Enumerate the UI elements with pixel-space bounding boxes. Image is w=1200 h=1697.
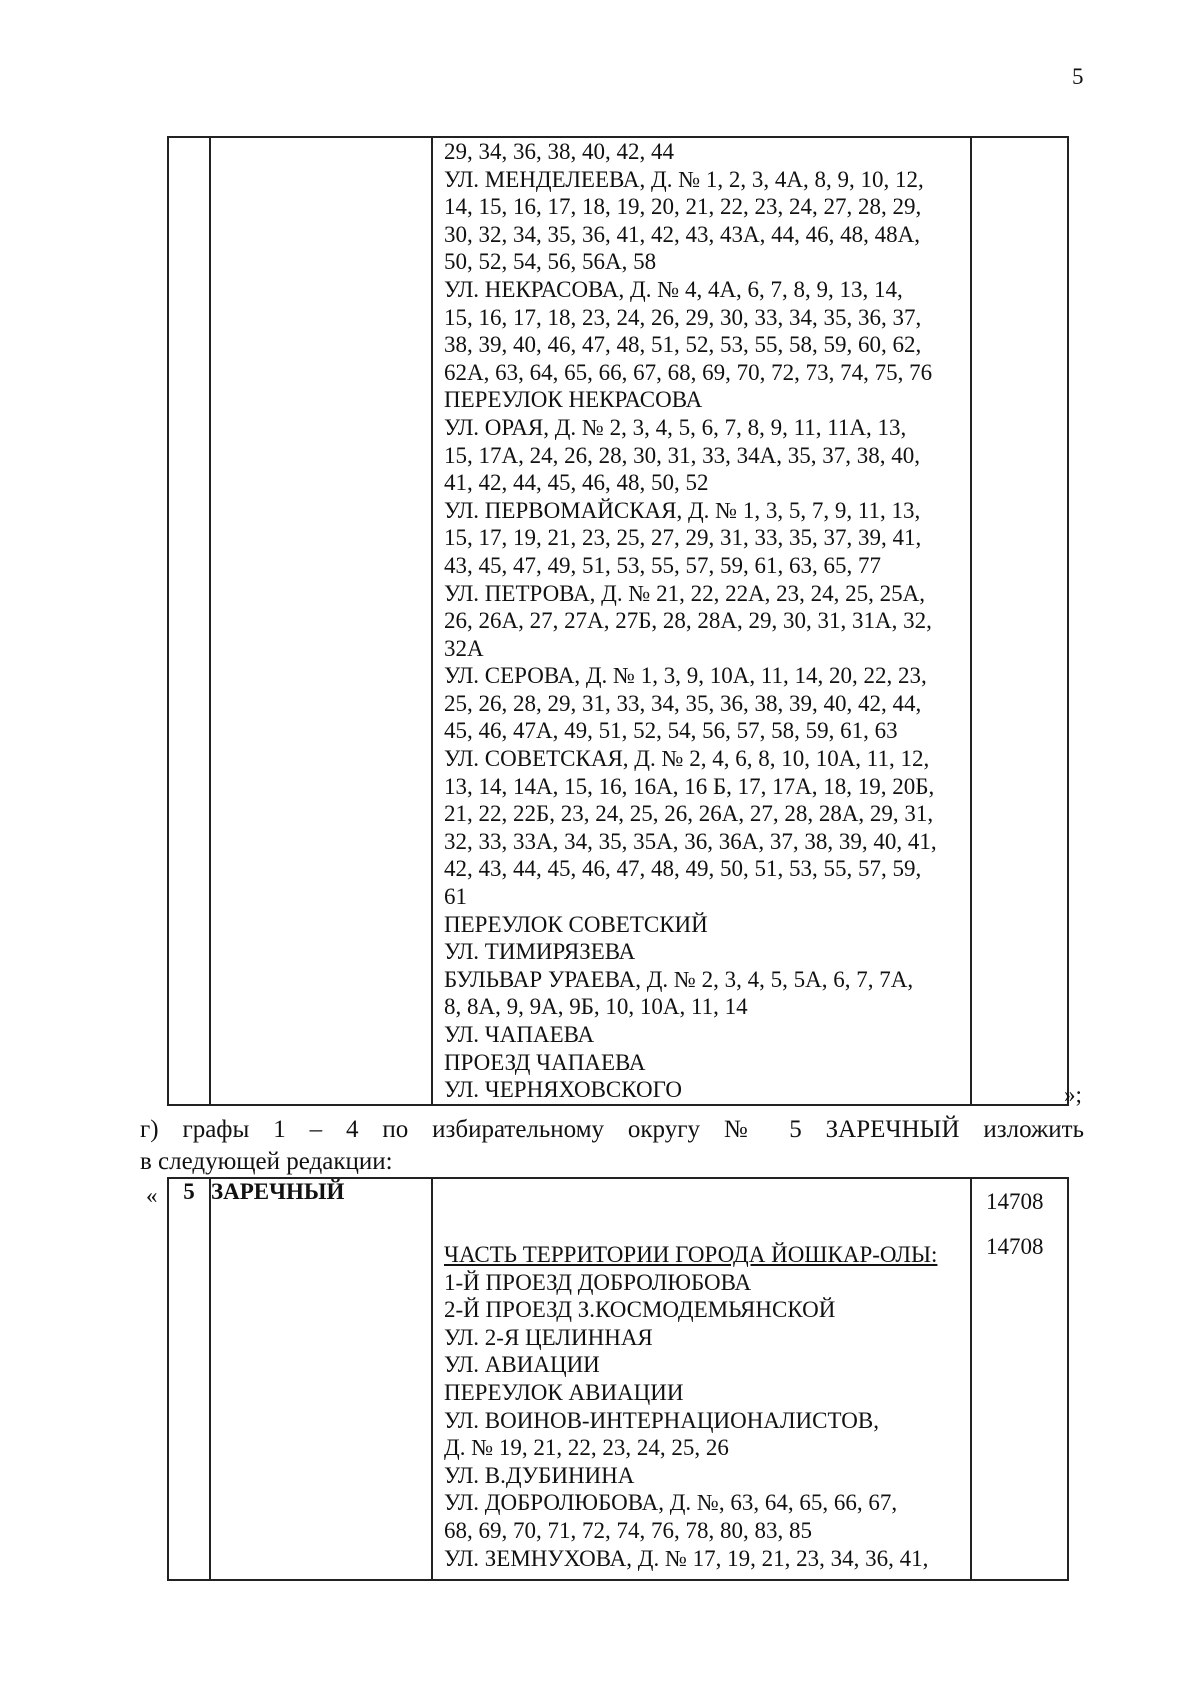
address-line: 61 <box>444 884 467 910</box>
address-line: 8, 8А, 9, 9А, 9Б, 10, 10А, 11, 14 <box>444 994 748 1020</box>
district-name-cell <box>210 137 432 1105</box>
address-line: 29, 34, 36, 38, 40, 42, 44 <box>444 139 674 164</box>
address-line: УЛ. СЕРОВА, Д. № 1, 3, 9, 10А, 11, 14, 20, 22, 23, <box>444 663 927 689</box>
row-number-cell <box>168 137 210 1105</box>
address-list <box>433 1179 970 1572</box>
table-row <box>168 1178 1068 1580</box>
address-line: Д. № 19, 21, 22, 23, 24, 25, 26 <box>444 1435 729 1461</box>
address-line: 2-Й ПРОЕЗД З.КОСМОДЕМЬЯНСКОЙ <box>444 1297 836 1323</box>
address-list-cell <box>432 1178 971 1580</box>
address-line: ПЕРЕУЛОК НЕКРАСОВА <box>444 387 703 413</box>
address-line: 15, 16, 17, 18, 23, 24, 26, 29, 30, 33, 34, 35, 36, 37, <box>444 304 922 330</box>
address-line: 38, 39, 40, 46, 47, 48, 51, 52, 53, 55, 58, 59, 60, 62, <box>444 332 922 358</box>
instruction-line-2: в следующей редакции: <box>140 1148 393 1175</box>
page-number: 5 <box>1072 64 1084 89</box>
address-line: 62А, 63, 64, 65, 66, 67, 68, 69, 70, 72, 73, 74, 75, 76 <box>444 359 933 385</box>
address-line: ПРОЕЗД ЧАПАЕВА <box>444 1049 646 1075</box>
address-line: УЛ. СОВЕТСКАЯ, Д. № 2, 4, 6, 8, 10, 10А, 11, 12, <box>444 746 930 772</box>
address-line: УЛ. В.ДУБИНИНА <box>444 1462 635 1488</box>
address-line: УЛ. ВОИНОВ-ИНТЕРНАЦИОНАЛИСТОВ, <box>444 1407 879 1433</box>
voters-cell <box>971 137 1068 1105</box>
voters-total: 14708 <box>986 1189 1044 1214</box>
district-name-cell: ЗАРЕЧНЫЙ <box>210 1178 432 1580</box>
address-line: 45, 46, 47А, 49, 51, 52, 54, 56, 57, 58, 59, 61, 63 <box>444 718 898 744</box>
address-line: 43, 45, 47, 49, 51, 53, 55, 57, 59, 61, 63, 65, 77 <box>444 552 881 578</box>
voters-cell <box>971 1178 1068 1580</box>
address-line: УЛ. 2-Я ЦЕЛИННАЯ <box>444 1324 653 1350</box>
address-line: 50, 52, 54, 56, 56А, 58 <box>444 249 657 275</box>
address-line: УЛ. ЧАПАЕВА <box>444 1022 595 1047</box>
territory-voters: 14708 <box>986 1234 1044 1259</box>
address-line: 25, 26, 28, 29, 31, 33, 34, 35, 36, 38, 39, 40, 42, 44, <box>444 690 922 716</box>
address-line: 1-Й ПРОЕЗД ДОБРОЛЮБОВА <box>444 1269 752 1295</box>
address-line: 13, 14, 14А, 15, 16, 16А, 16 Б, 17, 17А, 18, 19, 20Б, <box>444 773 935 799</box>
address-line: ПЕРЕУЛОК АВИАЦИИ <box>444 1379 684 1405</box>
address-line: УЛ. НЕКРАСОВА, Д. № 4, 4А, 6, 7, 8, 9, 13, 14, <box>444 276 903 302</box>
address-line: ПЕРЕУЛОК СОВЕТСКИЙ <box>444 911 708 937</box>
instruction-line-1: г) графы 1 – 4 по избирательному округу № 5 ЗАРЕЧНЫЙ изложить <box>140 1116 1084 1143</box>
address-line: 41, 42, 44, 45, 46, 48, 50, 52 <box>444 470 709 496</box>
row-number-cell: 5 <box>168 1178 210 1580</box>
address-line: УЛ. ПЕТРОВА, Д. № 21, 22, 22А, 23, 24, 25, 25А, <box>444 580 926 606</box>
address-line: 15, 17, 19, 21, 23, 25, 27, 29, 31, 33, 35, 37, 39, 41, <box>444 525 922 551</box>
address-line: 32, 33, 33А, 34, 35, 35А, 36, 36А, 37, 38, 39, 40, 41, <box>444 828 937 854</box>
address-line: 21, 22, 22Б, 23, 24, 25, 26, 26А, 27, 28, 28А, 29, 31, <box>444 801 934 827</box>
district-5-table <box>167 1177 1069 1581</box>
address-line: УЛ. ЧЕРНЯХОВСКОГО <box>444 1077 682 1103</box>
address-line: УЛ. ПЕРВОМАЙСКАЯ, Д. № 1, 3, 5, 7, 9, 11, 13, <box>444 497 921 523</box>
address-line: УЛ. ТИМИРЯЗЕВА <box>444 939 636 965</box>
address-line: УЛ. МЕНДЕЛЕЕВА, Д. № 1, 2, 3, 4А, 8, 9, 10, 12, <box>444 166 924 192</box>
address-line: 14, 15, 16, 17, 18, 19, 20, 21, 22, 23, 24, 27, 28, 29, <box>444 194 922 220</box>
address-list <box>433 138 970 1104</box>
address-line: 26, 26А, 27, 27А, 27Б, 28, 28А, 29, 30, 31, 31А, 32, <box>444 608 932 634</box>
territory-heading: ЧАСТЬ ТЕРРИТОРИИ ГОРОДА ЙОШКАР-ОЛЫ: <box>444 1242 938 1267</box>
address-line: 15, 17А, 24, 26, 28, 30, 31, 33, 34А, 35, 37, 38, 40, <box>444 442 920 468</box>
address-line: УЛ. ДОБРОЛЮБОВА, Д. №, 63, 64, 65, 66, 67, <box>444 1490 898 1516</box>
address-line: БУЛЬВАР УРАЕВА, Д. № 2, 3, 4, 5, 5А, 6, 7, 7А, <box>444 966 914 992</box>
address-list-cell <box>432 137 971 1105</box>
address-lines <box>444 1269 970 1573</box>
address-line: 68, 69, 70, 71, 72, 74, 76, 78, 80, 83, 85 <box>444 1517 812 1543</box>
address-line: 42, 43, 44, 45, 46, 47, 48, 49, 50, 51, 53, 55, 57, 59, <box>444 856 922 882</box>
table-row <box>168 137 1068 1105</box>
address-line: УЛ. ОРАЯ, Д. № 2, 3, 4, 5, 6, 7, 8, 9, 11, 11А, 13, <box>444 414 907 440</box>
address-line: УЛ. АВИАЦИИ <box>444 1352 600 1378</box>
closing-quote: »; <box>1064 1082 1082 1107</box>
address-line: 32А <box>444 635 484 661</box>
opening-quote: « <box>146 1183 158 1208</box>
address-line: 30, 32, 34, 35, 36, 41, 42, 43, 43А, 44, 46, 48, 48А, <box>444 221 920 247</box>
address-line: УЛ. ЗЕМНУХОВА, Д. № 17, 19, 21, 23, 34, 36, 41, <box>444 1545 929 1571</box>
district-table-continuation <box>167 136 1069 1106</box>
